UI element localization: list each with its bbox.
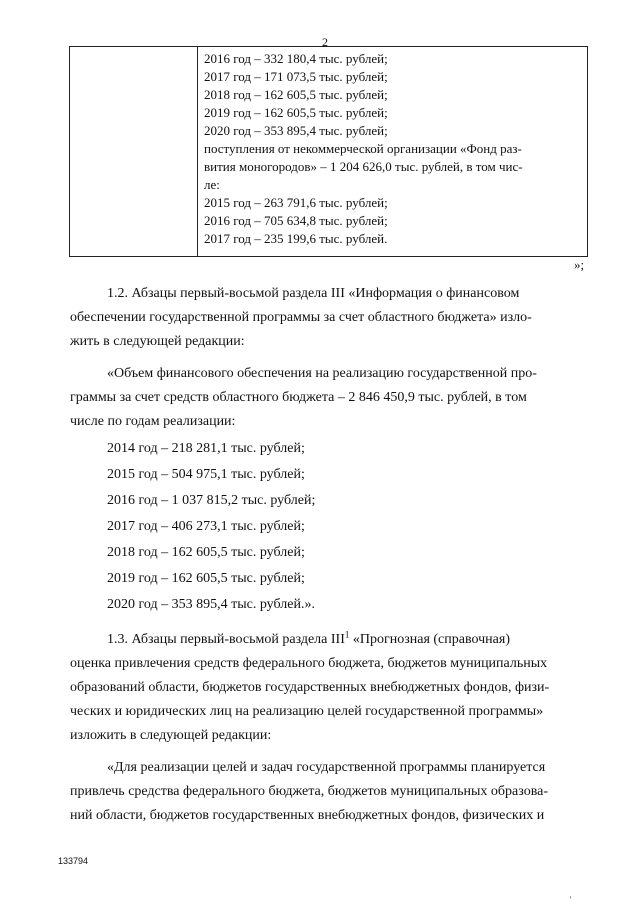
paragraph-line: изложить в следующей редакции: (70, 728, 272, 743)
table-line: 2015 год – 263 791,6 тыс. рублей; (204, 195, 388, 210)
paragraph-line: обеспечении государственной программы за счет областного бюджета» изло- (70, 310, 532, 325)
table-line: 2016 год – 332 180,4 тыс. рублей; (204, 51, 388, 66)
paragraph-line: 1.2. Абзацы первый-восьмой раздела III «Информация о финансовом (107, 286, 520, 301)
table-line: 2016 год – 705 634,8 тыс. рублей; (204, 213, 388, 228)
paragraph-line: образований области, бюджетов государственных внебюджетных фондов, физи- (70, 680, 550, 695)
year-item: 2018 год – 162 605,5 тыс. рублей; (107, 545, 305, 560)
year-item: 2015 год – 504 975,1 тыс. рублей; (107, 467, 305, 482)
table-line: 2017 год – 235 199,6 тыс. рублей. (204, 231, 388, 246)
paragraph-1-2 (70, 282, 600, 354)
table-line: 2017 год – 171 073,5 тыс. рублей; (204, 69, 388, 84)
table-org-line: поступления от некоммерческой организации «Фонд раз- (204, 141, 522, 156)
year-list (107, 436, 315, 618)
paragraph-1-3 (70, 628, 600, 748)
table-line: 2020 год – 353 895,4 тыс. рублей; (204, 123, 388, 138)
page-number: 2 (322, 35, 328, 49)
year-item: 2016 год – 1 037 815,2 тыс. рублей; (107, 493, 316, 508)
table-org-line: вития моногородов» – 1 204 626,0 тыс. рублей, в том чис- (204, 159, 523, 174)
table-line: 2018 год – 162 605,5 тыс. рублей; (204, 87, 388, 102)
paragraph-line: ческих и юридических лиц на реализацию целей государственной программы» (70, 704, 544, 719)
corner-mark: ' (570, 895, 572, 904)
year-item: 2017 год – 406 273,1 тыс. рублей; (107, 519, 305, 534)
year-item: 2020 год – 353 895,4 тыс. рублей.». (107, 597, 315, 612)
closing-quote: »; (574, 257, 585, 272)
paragraph-line: ний области, бюджетов государственных внебюджетных фондов, физических и (70, 808, 545, 823)
table-right-cell (204, 50, 580, 248)
paragraph-line: жить в следующей редакции: (70, 334, 245, 349)
paragraph-volume (70, 362, 600, 434)
paragraph-line (70, 628, 600, 652)
year-item: 2014 год – 218 281,1 тыс. рублей; (107, 441, 305, 456)
paragraph-line: граммы за счет средств областного бюджета – 2 846 450,9 тыс. рублей, в том (70, 390, 527, 405)
table-left-cell (70, 47, 198, 256)
paragraph-line: «Объем финансового обеспечения на реализацию государственной про- (107, 366, 537, 381)
paragraph-funding (70, 756, 600, 828)
paragraph-text: 1.3. Абзацы первый-восьмой раздела III (107, 632, 345, 647)
table-line: 2019 год – 162 605,5 тыс. рублей; (204, 105, 388, 120)
paragraph-line: оценка привлечения средств федерального бюджета, бюджетов муниципальных (70, 656, 548, 671)
paragraph-text: «Прогнозная (справочная) (352, 632, 510, 647)
document-code: 133794 (58, 856, 89, 866)
paragraph-line: «Для реализации целей и задач государственной программы планируется (107, 760, 546, 775)
superscript: 1 (344, 629, 350, 640)
paragraph-line: привлечь средства федерального бюджета, бюджетов муниципальных образова- (70, 784, 549, 799)
paragraph-line: числе по годам реализации: (70, 414, 236, 429)
year-item: 2019 год – 162 605,5 тыс. рублей; (107, 571, 305, 586)
table-org-line: ле: (204, 177, 220, 192)
budget-table (69, 46, 588, 257)
